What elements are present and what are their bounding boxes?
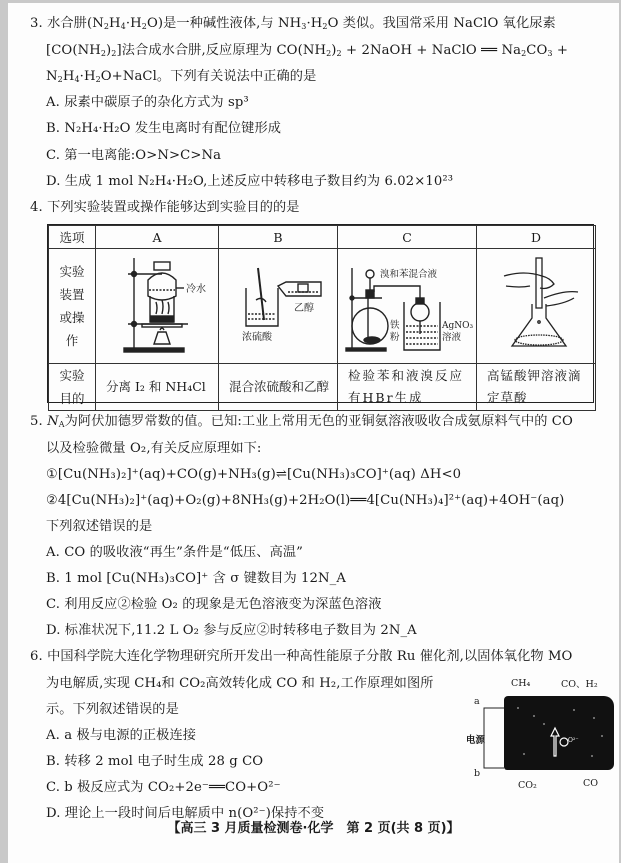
page-footer: 【高三 3 月质量检测卷·化学 第 2 页(共 8 页)】: [167, 821, 460, 836]
purpose-c: 检验苯和液溴反应有HBr生成: [338, 364, 477, 411]
solid-electrolyte-block: [504, 696, 614, 770]
purpose-a: 分离 I₂ 和 NH₄Cl: [96, 364, 219, 411]
purpose-d: 高锰酸钾溶液滴定草酸: [477, 364, 596, 411]
row-label-apparatus: 实验 装置 或操 作: [49, 249, 96, 364]
table-header-c: C: [338, 226, 477, 249]
bromination-apparatus-icon: [342, 254, 477, 359]
label-co-h2: CO、H₂: [561, 679, 598, 690]
exam-page: [8, 3, 619, 863]
svg-text:铁: 铁: [390, 319, 400, 331]
svg-text:浓硫酸: 浓硫酸: [241, 332, 272, 343]
q3-line-3: $N_2H_4\cdot H_2O+NaCl$。下列有关说法中正确的是: [46, 69, 317, 84]
svg-text:AgNO₃: AgNO₃: [442, 320, 474, 331]
q3-line-1: 3. 水合肼$(N_2H_4\cdot H_2O)$是一种碱性液体,与 $NH_3\cdot H_2O$ 类似。我国常采用 NaClO 氧化尿素: [30, 16, 556, 31]
table-header-a: A: [96, 226, 219, 249]
q3-option-d[interactable]: D. 生成 1 mol N₂H₄·H₂O,上述反应中转移电子数目约为 6.02×10²³: [46, 174, 454, 189]
label-co: CO: [583, 778, 599, 789]
q6-line-2: 为电解质,实现 CH₄和 CO₂高效转化成 CO 和 H₂,工作原理如图所: [46, 676, 434, 691]
titration-flask-icon: [484, 254, 589, 359]
apparatus-b[interactable]: [219, 249, 338, 364]
q3-option-b[interactable]: B. N₂H₄·H₂O 发生电离时有配位键形成: [46, 121, 282, 136]
apparatus-c[interactable]: [338, 249, 477, 364]
q4-table: [47, 224, 594, 406]
q4-stem: 4. 下列实验装置或操作能够达到实验目的的是: [30, 200, 300, 215]
q6-line-3: 示。下列叙述错误的是: [46, 702, 179, 717]
table-header-b: B: [219, 226, 338, 249]
label-ch4: CH₄: [511, 678, 531, 689]
svg-text:溶液: 溶液: [442, 331, 462, 343]
apparatus-d[interactable]: [477, 249, 596, 364]
q5-option-d[interactable]: D. 标准状况下,11.2 L O₂ 参与反应②时转移电子数目为 2N_A: [46, 623, 417, 638]
electrolysis-diagram: [466, 668, 621, 793]
svg-text:乙醇: 乙醇: [293, 303, 314, 314]
label-electrode-b: b: [474, 768, 481, 779]
row-label-purpose: 实验 目的: [49, 364, 96, 411]
q6-line-1: 6. 中国科学院大连化学物理研究所开发出一种高性能原子分散 Ru 催化剂,以固体氧化物 MO: [30, 649, 573, 664]
table-header-d: D: [477, 226, 596, 249]
sublimation-apparatus-icon: [102, 252, 212, 360]
label-power-source: 电源: [466, 735, 486, 746]
oxide-ion-arrow-icon: [504, 696, 614, 770]
svg-text:溴和苯混合液: 溴和苯混合液: [380, 268, 438, 280]
svg-text:粉: 粉: [390, 331, 400, 343]
svg-text:冷水: 冷水: [186, 284, 206, 295]
q5-reaction-1: ①[Cu(NH₃)₂]⁺(aq)+CO(g)+NH₃(g)⇌[Cu(NH₃)₃CO]⁺(aq) ΔH<0: [46, 467, 462, 482]
q6-option-a[interactable]: A. a 极与电源的正极连接: [46, 728, 197, 743]
q6-option-d[interactable]: D. 理论上一段时间后电解质中 n(O²⁻)保持不变: [46, 806, 325, 821]
table-header-option: 选项: [49, 226, 96, 249]
q5-reaction-2: ②4[Cu(NH₃)₂]⁺(aq)+O₂(g)+8NH₃(g)+2H₂O(l)══4[Cu(NH₃)₄]²⁺(aq)+4OH⁻(aq): [46, 493, 565, 508]
q3-line-2: $[CO(NH_2)_2]$法合成水合肼,反应原理为 $CO(NH_2)_2$ + 2NaOH + NaClO ══ $Na_2CO_3$ +: [46, 43, 569, 58]
q6-option-b[interactable]: B. 转移 2 mol 电子时生成 28 g CO: [46, 754, 264, 769]
q5-line-1: 5. $N_A$为阿伏加德罗常数的值。已知:工业上常用无色的亚铜氨溶液吸收合成氨原料气中的 CO: [30, 414, 573, 429]
q5-option-a[interactable]: A. CO 的吸收液“再生”条件是“低压、高温”: [46, 545, 303, 560]
q5-prompt: 下列叙述错误的是: [46, 519, 153, 534]
label-co2: CO₂: [518, 780, 537, 791]
q3-option-a[interactable]: A. 尿素中碳原子的杂化方式为 sp³: [46, 95, 249, 110]
svg-text:O²⁻: O²⁻: [568, 737, 579, 744]
q6-option-c[interactable]: C. b 极反应式为 CO₂+2e⁻══CO+O²⁻: [46, 780, 281, 795]
beaker-pouring-icon: [226, 256, 331, 356]
apparatus-a[interactable]: [96, 249, 219, 364]
q5-line-2: 以及检验微量 O₂,有关反应原理如下:: [46, 441, 262, 456]
purpose-b: 混合浓硫酸和乙醇: [219, 364, 338, 411]
q3-option-c[interactable]: C. 第一电离能:O>N>C>Na: [46, 148, 222, 163]
label-electrode-a: a: [474, 696, 480, 707]
q5-option-b[interactable]: B. 1 mol [Cu(NH₃)₃CO]⁺ 含 σ 键数目为 12N_A: [46, 571, 346, 586]
q5-option-c[interactable]: C. 利用反应②检验 O₂ 的现象是无色溶液变为深蓝色溶液: [46, 597, 382, 612]
